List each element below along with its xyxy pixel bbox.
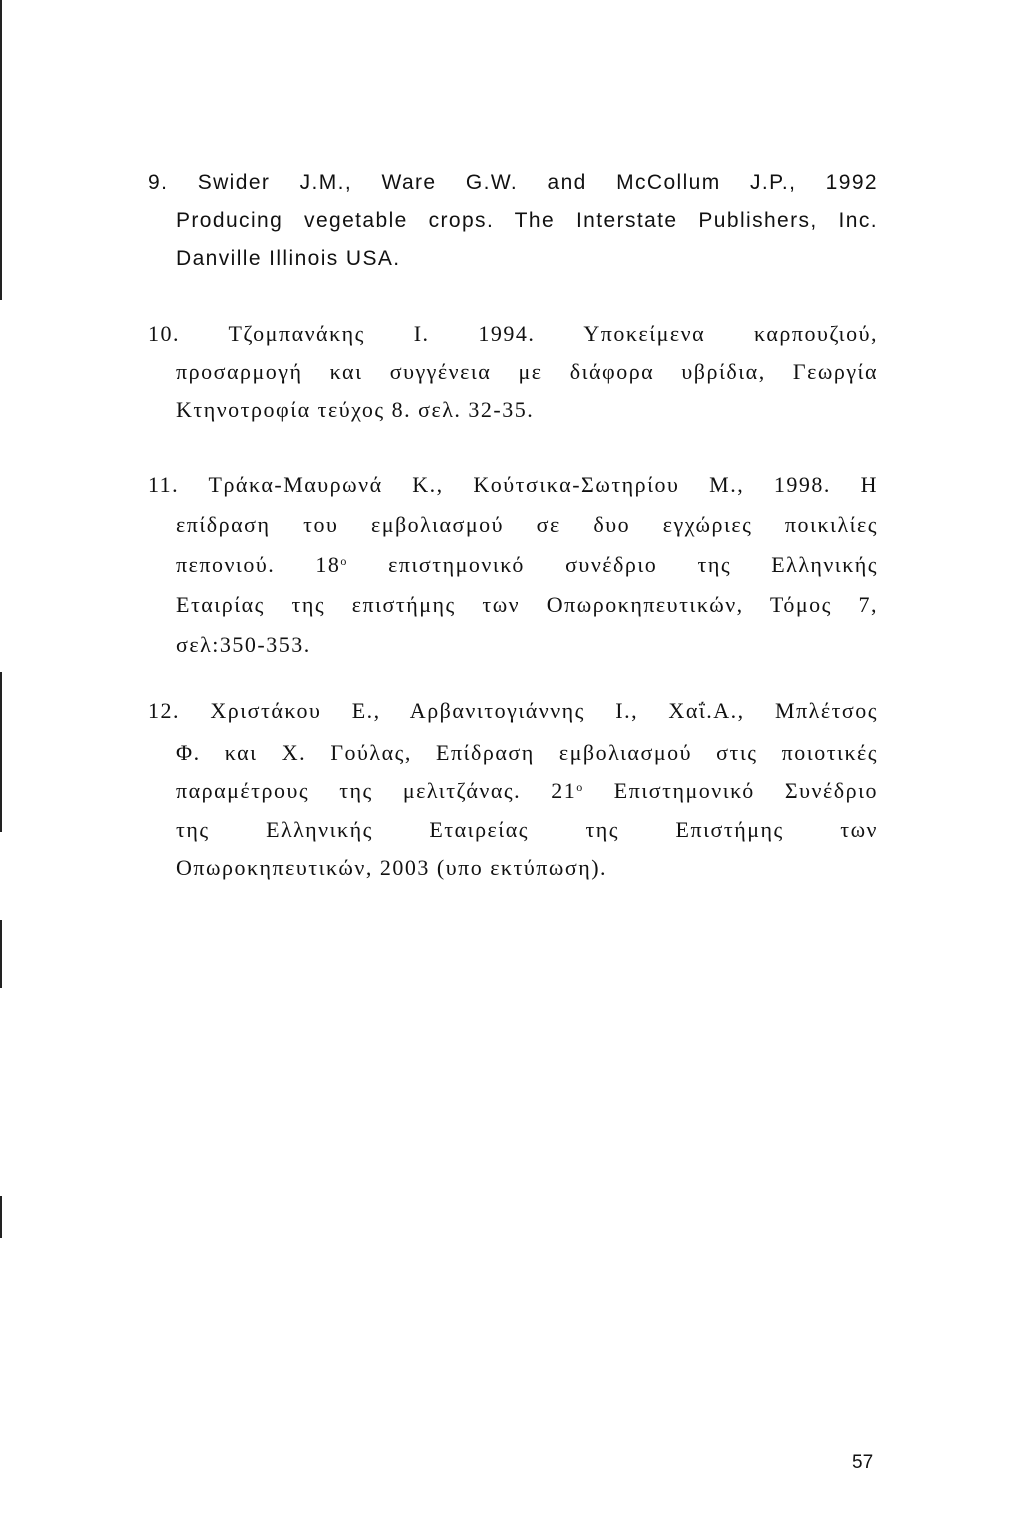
reference-text: Swider J.M., Ware G.W. and McCollum J.P., 1992 <box>197 171 878 194</box>
reference-number: 12. <box>148 698 180 723</box>
reference-line <box>148 699 878 723</box>
page-number: 57 <box>852 1452 874 1473</box>
reference-number: 10. <box>148 321 180 346</box>
scan-edge-line <box>0 1196 2 1238</box>
scan-edge-line <box>0 920 2 988</box>
reference-line: Εταιρίας της επιστήμης των Οπωροκηπευτικών, Τόμος 7, <box>176 592 878 617</box>
reference-text: πεπονιού. $18^o$ επιστημονικό συνέδριο της Ελληνικής <box>176 552 878 577</box>
reference-line: επίδραση του εμβολιασμού σε δυο εγχώριες ποικιλίες <box>176 512 878 537</box>
reference-number: 9. <box>148 171 169 194</box>
scan-edge-line <box>0 672 2 832</box>
reference-line: της Ελληνικής Εταιρείας της Επιστήμης των <box>176 817 878 842</box>
reference-text: παραμέτρους της μελιτζάνας. $21^o$ Επιστημονικό Συνέδριο <box>176 778 878 803</box>
superscript-degree: ο <box>576 780 584 794</box>
reference-number: 11. <box>148 472 180 497</box>
reference-text: Χριστάκου Ε., Αρβανιτογιάννης Ι., Χαΐ.Α., Μπλέτσος <box>210 698 878 723</box>
reference-line: προσαρμογή και συγγένεια με διάφορα υβρίδια, Γεωργία <box>176 359 878 384</box>
reference-line <box>148 171 878 195</box>
reference-line: Οπωροκηπευτικών, 2003 (υπο εκτύπωση). <box>176 855 608 880</box>
superscript-degree: ο <box>340 554 348 568</box>
reference-line <box>176 779 878 803</box>
reference-line: Φ. και Χ. Γούλας, Επίδραση εμβολιασμού στις ποιοτικές <box>176 740 878 765</box>
reference-line <box>148 473 878 497</box>
reference-line: Danville Illinois USA. <box>176 247 401 270</box>
scan-edge-line <box>0 0 2 300</box>
reference-line: Producing vegetable crops. The Interstate Publishers, Inc. <box>176 209 878 232</box>
reference-line <box>176 553 878 577</box>
reference-line <box>148 322 878 346</box>
reference-text: Τράκα-Μαυρωνά Κ., Κούτσικα-Σωτηρίου Μ., 1998. Η <box>208 472 878 497</box>
reference-text: Τζομπανάκης Ι. 1994. Υποκείμενα καρπουζιού, <box>228 321 878 346</box>
reference-line: Κτηνοτροφία τεύχος 8. σελ. 32-35. <box>176 397 535 422</box>
reference-line: σελ:350-353. <box>176 632 311 657</box>
